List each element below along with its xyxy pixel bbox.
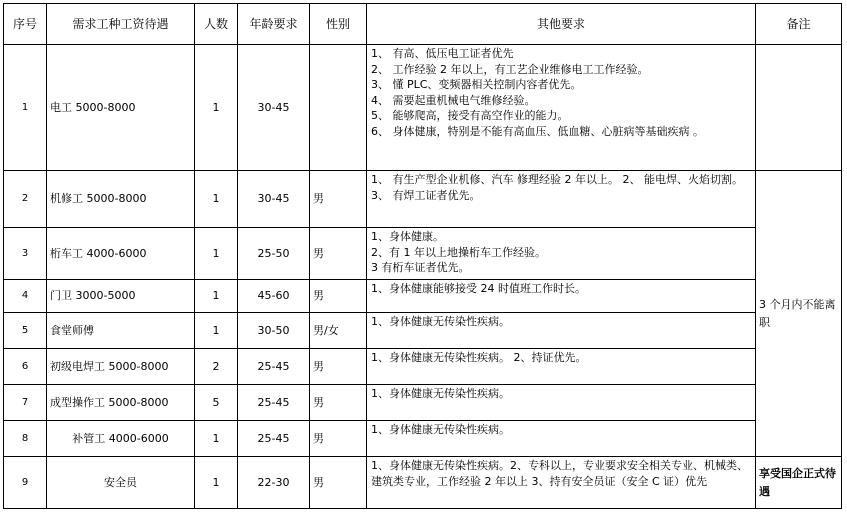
row-requirements [367,280,756,313]
row-count: 1 [195,280,238,313]
row-count: 1 [195,228,238,280]
row-requirements [367,313,756,349]
row-count: 1 [195,171,238,228]
table-row [4,45,842,171]
row-age: 30-45 [238,45,310,171]
row-gender: 男 [310,171,367,228]
row-index: 7 [4,385,47,421]
requirement-line: 4、 需要起重机械电气维修经验。 [371,93,536,107]
requirement-line: 1、 有生产型企业机修、汽车 修理经验 2 年以上。 2、 能电焊、火焰切割。 [371,173,743,186]
row-count: 1 [195,45,238,171]
row-requirements [367,421,756,457]
row-index: 8 [4,421,47,457]
row-index: 1 [4,45,47,171]
requirement-line: 2、 工作经验 2 年以上，有工艺企业维修电工工作经验。 [371,62,649,76]
row-requirements [367,457,756,509]
row-remark-empty [756,45,842,171]
row-index: 2 [4,171,47,228]
row-requirements [367,228,756,280]
row-age: 22-30 [238,457,310,509]
table-row [4,280,842,313]
table-row [4,171,842,228]
row-age: 25-45 [238,421,310,457]
header-job: 需求工种工资待遇 [47,4,195,45]
requirement-line: 1、身体健康无传染性疾病。 [371,423,510,436]
row-gender: 男 [310,385,367,421]
requirement-line: 5、 能够爬高，接受有高空作业的能力。 [371,109,569,123]
header-age: 年龄要求 [238,4,310,45]
requirement-line: 1、 有高、低压电工证者优先 [371,47,514,60]
row-requirements [367,385,756,421]
row-gender: 男/女 [310,313,367,349]
row-requirements [367,45,756,171]
header-gender: 性别 [310,4,367,45]
row-job: 机修工 5000-8000 [47,171,195,228]
row-index: 6 [4,349,47,385]
requirement-line: 3 有桁车证者优先。 [371,261,470,275]
requirement-line: 1、身体健康无传染性疾病。2、专科以上，专业要求安全相关专业、机械类、建筑类专业，工作经验 2 年以上 3、持有安全员证（安全 C 证）优先 [371,459,748,488]
row-gender: 男 [310,228,367,280]
header-remark: 备注 [756,4,842,45]
requirement-line: 1、身体健康无传染性疾病。 [371,315,510,328]
row-age: 30-45 [238,171,310,228]
header-count: 人数 [195,4,238,45]
row-job: 门卫 3000-5000 [47,280,195,313]
row-age: 45-60 [238,280,310,313]
row-gender: 男 [310,349,367,385]
table-row [4,385,842,421]
header-other: 其他要求 [367,4,756,45]
row-age: 25-45 [238,349,310,385]
row-job: 电工 5000-8000 [47,45,195,171]
requirement-line: 1、身体健康无传染性疾病。 2、持证优先。 [371,351,587,364]
row-gender [310,45,367,171]
row-index: 9 [4,457,47,509]
table-row [4,349,842,385]
remark-shared: 3 个月内不能离职 [756,171,842,457]
row-index: 4 [4,280,47,313]
table-row [4,228,842,280]
row-job: 成型操作工 5000-8000 [47,385,195,421]
table-row [4,421,842,457]
row-index: 3 [4,228,47,280]
row-job: 安全员 [47,457,195,509]
row-job: 食堂师傅 [47,313,195,349]
row-age: 25-45 [238,385,310,421]
requirement-line: 1、身体健康无传染性疾病。 [371,387,510,400]
row-job: 桁车工 4000-6000 [47,228,195,280]
header-row [4,4,842,45]
table-row [4,313,842,349]
requirement-line: 2、有 1 年以上地操桁车工作经验。 [371,245,546,259]
header-index: 序号 [4,4,47,45]
row-count: 2 [195,349,238,385]
row-requirements [367,171,756,228]
row-gender: 男 [310,457,367,509]
row-count: 1 [195,313,238,349]
requirement-line: 1、身体健康能够接受 24 时值班工作时长。 [371,282,586,295]
row-age: 25-50 [238,228,310,280]
table-row [4,457,842,509]
row-count: 1 [195,457,238,509]
row-index: 5 [4,313,47,349]
row-count: 5 [195,385,238,421]
row-requirements [367,349,756,385]
row-gender: 男 [310,421,367,457]
remark-row9: 享受国企正式待遇 [756,457,842,509]
row-gender: 男 [310,280,367,313]
row-job: 补管工 4000-6000 [47,421,195,457]
recruitment-table [3,3,842,509]
requirement-line: 6、 身体健康，特别是不能有高血压、低血糖、心脏病等基础疾病 。 [371,124,704,138]
requirement-line: 3、 懂 PLC、变频器相关控制内容者优先。 [371,78,582,92]
requirement-line: 3、 有焊工证者优先。 [371,188,481,202]
row-count: 1 [195,421,238,457]
requirement-line: 1、身体健康。 [371,230,444,243]
row-job: 初级电焊工 5000-8000 [47,349,195,385]
row-age: 30-50 [238,313,310,349]
